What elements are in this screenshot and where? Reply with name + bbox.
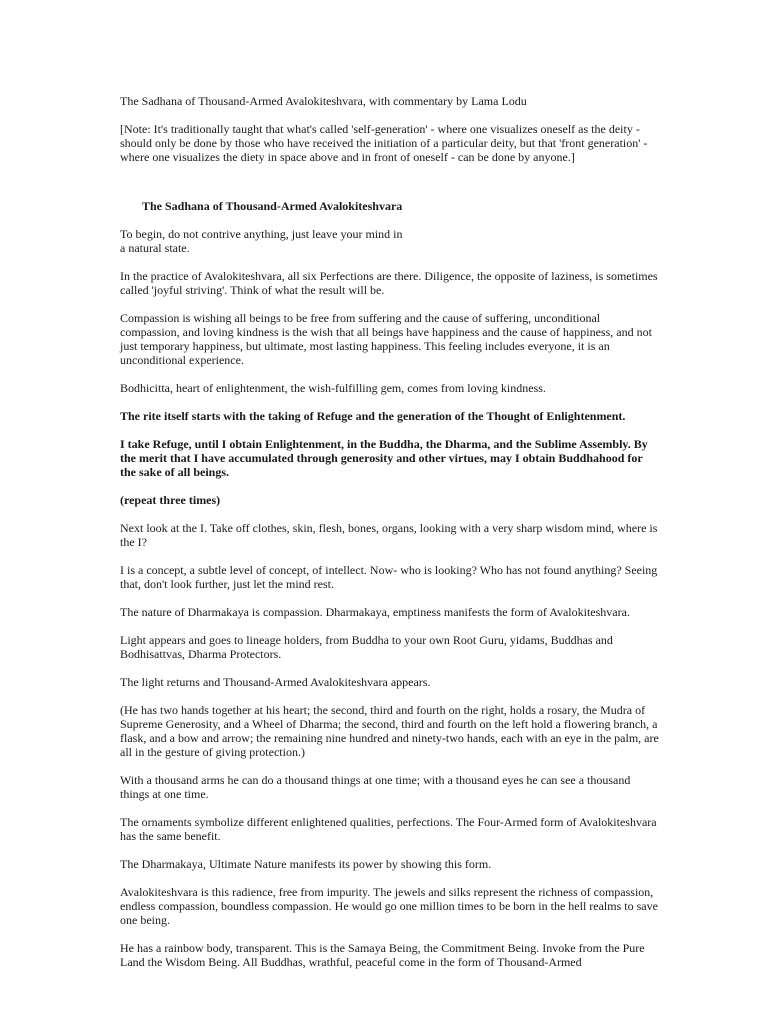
note-paragraph: [Note: It's traditionally taught that what's called 'self-generation' - where one visualizes oneself as the deity - should only be done by those who have received the initiation of a particular deity, but that 'front generation' - where one visualizes the diety in space above and in front of oneself - can be done by anyone.] — [120, 122, 648, 164]
paragraph-light-appears: Light appears and goes to lineage holders, from Buddha to your own Root Guru, yidams, Buddhas and Bodhisattvas, Dharma Protectors. — [120, 633, 613, 661]
paragraph-dharmakaya: The nature of Dharmakaya is compassion. Dharmakaya, emptiness manifests the form of Avalokiteshvara. — [120, 605, 630, 619]
paragraph-perfections: In the practice of Avalokiteshvara, all six Perfections are there. Diligence, the opposite of laziness, is sometimes called 'joyful striving'. Think of what the result will be. — [120, 269, 658, 297]
paragraph-hands: (He has two hands together at his heart; the second, third and fourth on the right, holds a rosary, the Mudra of Supreme Generosity, and a Wheel of Dharma; the second, third and fourth on the left hold a flowering branch, a flask, and a bow and arrow; the remaining nine hundred and ninety-two hands, each with an eye in the palm, are all in the gesture of giving protection.) — [120, 703, 659, 759]
paragraph-look-at-i: Next look at the I. Take off clothes, skin, flesh, bones, organs, looking with a very sharp wisdom mind, where is the I? — [120, 521, 658, 549]
paragraph-begin: To begin, do not contrive anything, just leave your mind in a natural state. — [120, 227, 403, 255]
paragraph-light-returns: The light returns and Thousand-Armed Avalokiteshvara appears. — [120, 675, 431, 689]
document-title-line: The Sadhana of Thousand-Armed Avalokiteshvara, with commentary by Lama Lodu — [120, 94, 527, 108]
paragraph-concept: I is a concept, a subtle level of concept, of intellect. Now- who is looking? Who has not found anything? Seeing that, don't look further, just let the mind rest. — [120, 563, 658, 591]
paragraph-bodhicitta: Bodhicitta, heart of enlightenment, the wish-fulfilling gem, comes from loving kindness. — [120, 381, 546, 395]
paragraph-rainbow-body: He has a rainbow body, transparent. This is the Samaya Being, the Commitment Being. Invoke from the Pure Land the Wisdom Being. All Buddhas, wrathful, peaceful come in the form of Thousand-Armed — [120, 941, 645, 969]
paragraph-ornaments: The ornaments symbolize different enlightened qualities, perfections. The Four-Armed form of Avalokiteshvara has the same benefit. — [120, 815, 657, 843]
paragraph-compassion: Compassion is wishing all beings to be free from suffering and the cause of suffering, unconditional compassion, and loving kindness is the wish that all beings have happiness and the cause of happiness, and not just temporary happiness, but ultimate, most lasting happiness. This feeling includes everyone, it is an unconditional experience. — [120, 311, 652, 367]
paragraph-repeat: (repeat three times) — [120, 493, 221, 507]
document-page — [120, 94, 660, 983]
paragraph-thousand-arms: With a thousand arms he can do a thousand things at one time; with a thousand eyes he can see a thousand things at one time. — [120, 773, 631, 801]
paragraph-refuge: I take Refuge, until I obtain Enlightenment, in the Buddha, the Dharma, and the Sublime Assembly. By the merit that I have accumulated through generosity and other virtues, may I obtain Buddhahood for the sake of all beings. — [120, 437, 648, 479]
section-heading: The Sadhana of Thousand-Armed Avalokiteshvara — [142, 199, 403, 213]
paragraph-ultimate-nature: The Dharmakaya, Ultimate Nature manifests its power by showing this form. — [120, 857, 492, 871]
paragraph-rite: The rite itself starts with the taking of Refuge and the generation of the Thought of Enlightenment. — [120, 409, 626, 423]
paragraph-radience: Avalokiteshvara is this radience, free from impurity. The jewels and silks represent the richness of compassion, endless compassion, boundless compassion. He would go one million times to be born in the hell realms to save one being. — [120, 885, 658, 927]
